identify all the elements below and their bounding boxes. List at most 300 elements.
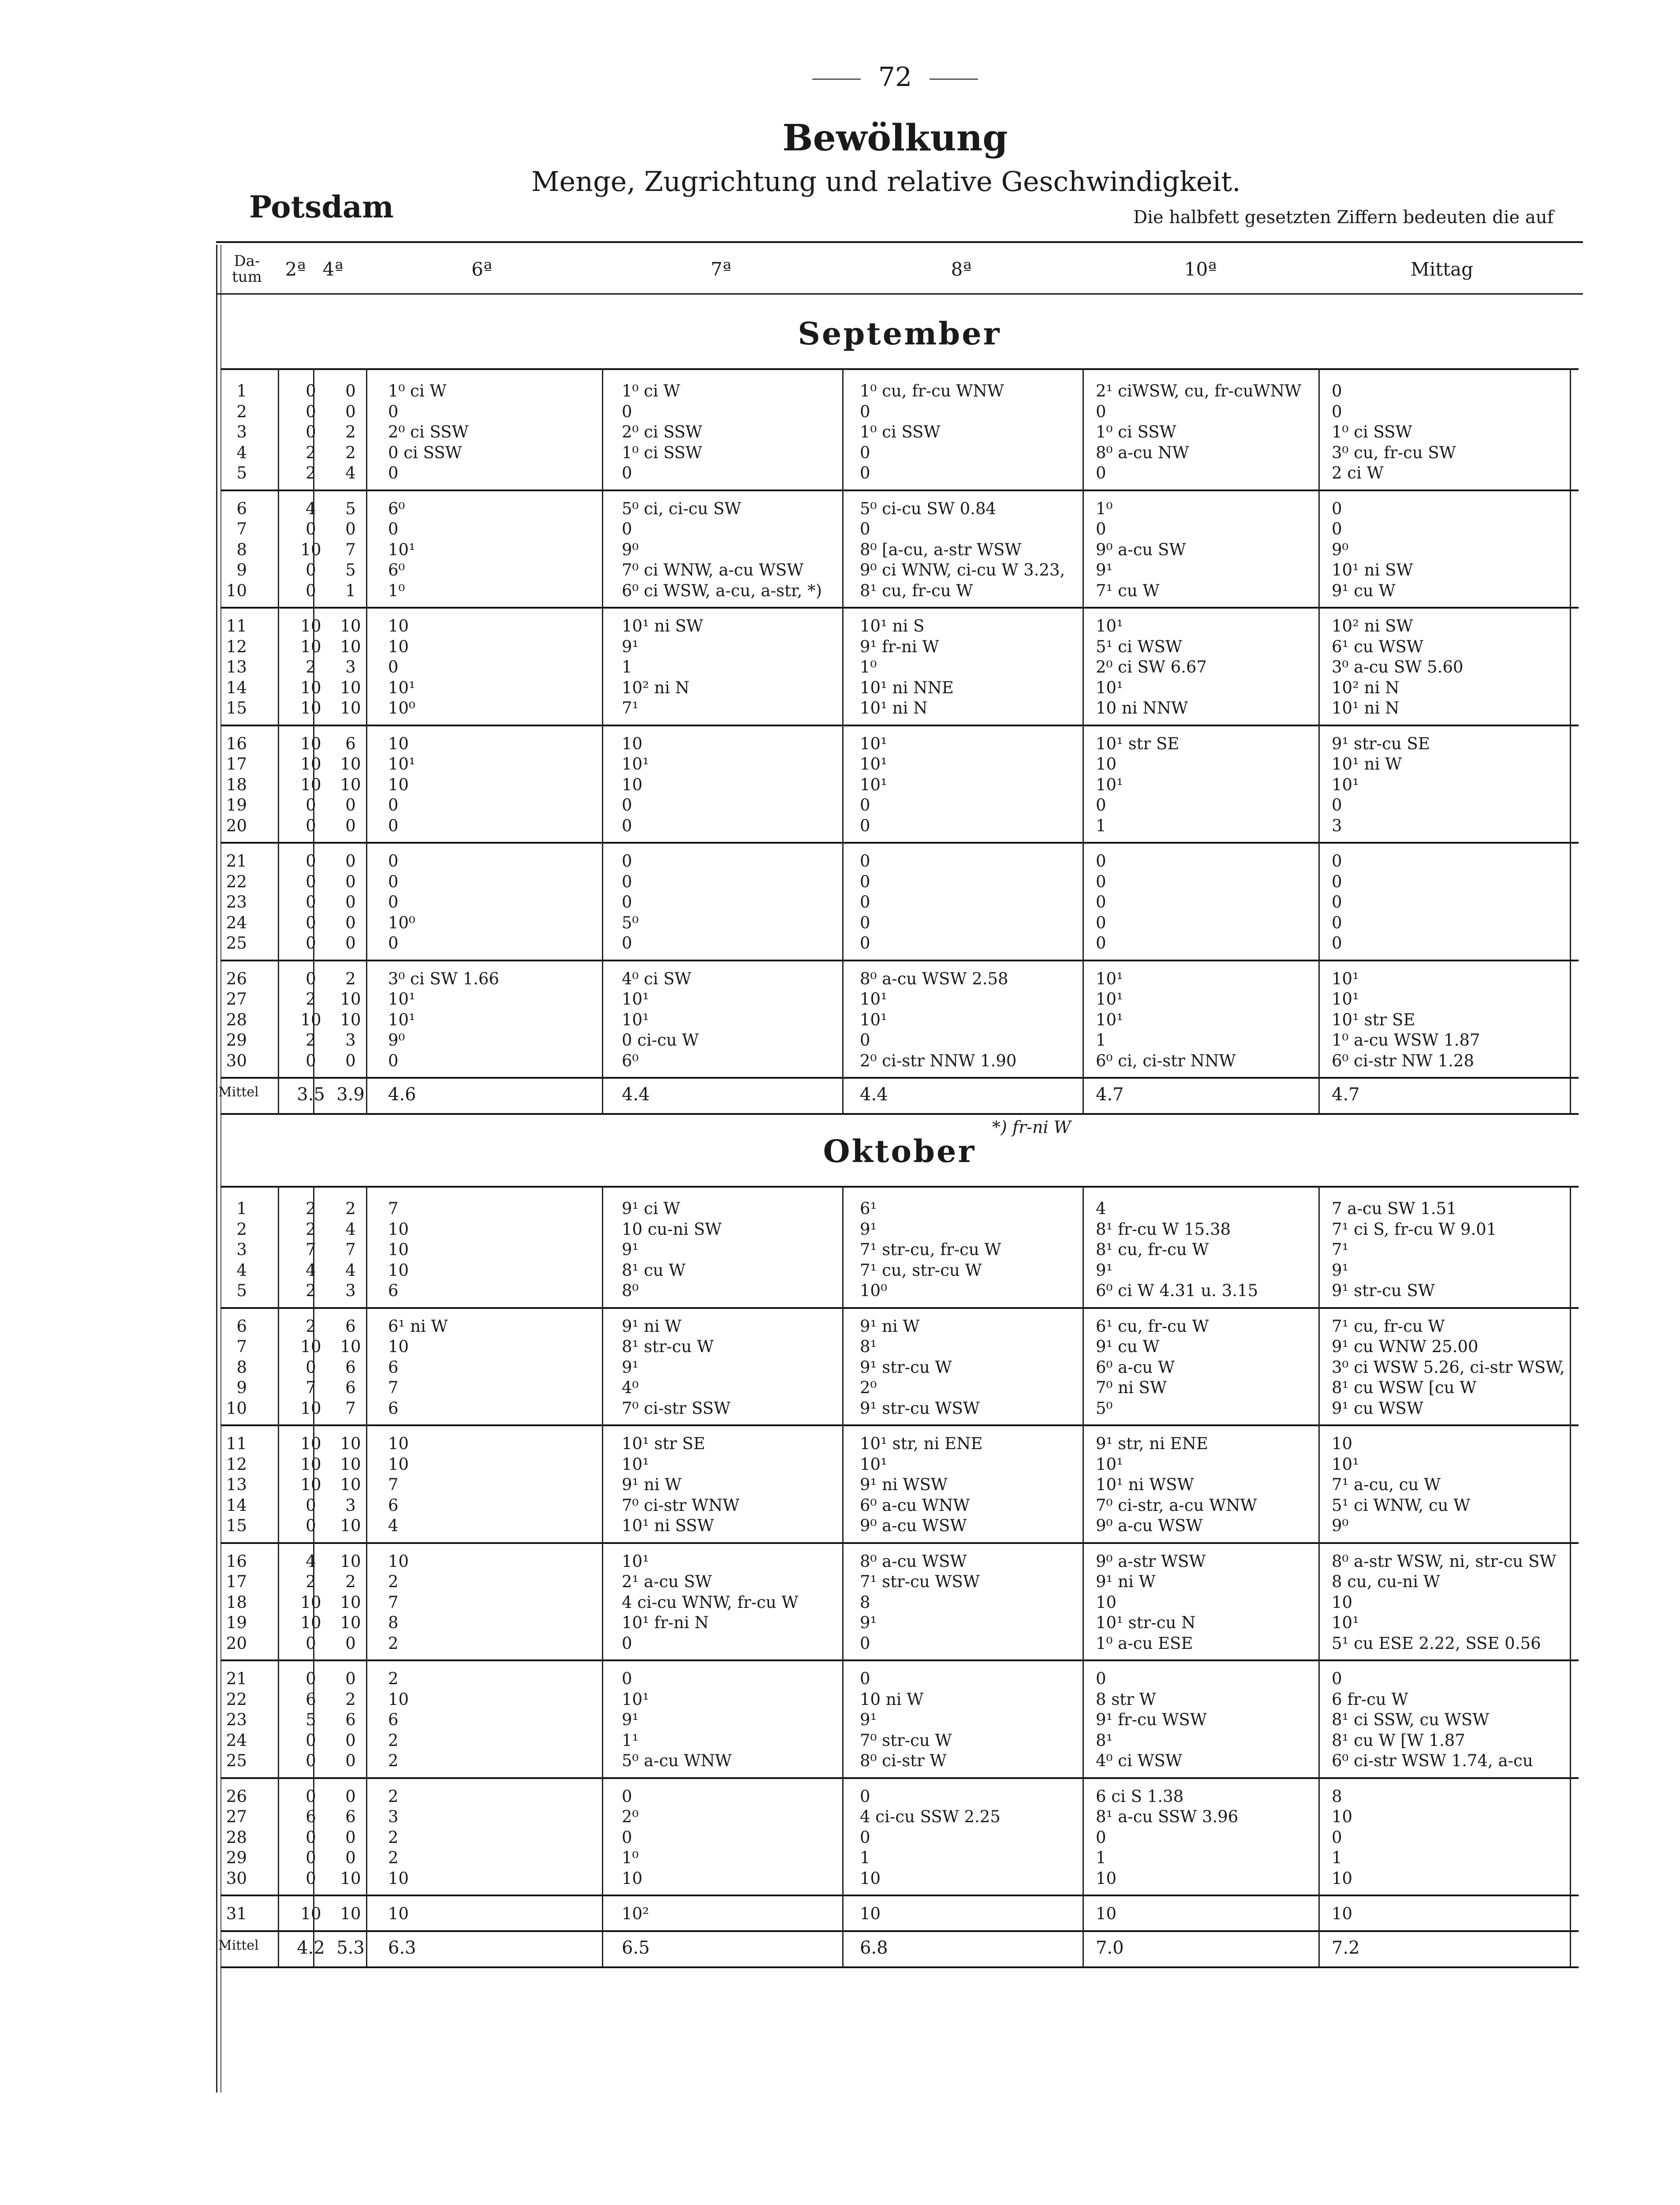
cell-10a: 9¹ fr-cu WSW — [1096, 1710, 1207, 1729]
table-row — [216, 990, 1583, 1010]
cell-7a: 10¹ — [622, 990, 649, 1009]
cell-7a: 9¹ — [622, 637, 639, 656]
cell-8a: 10 — [860, 1869, 881, 1888]
table-row — [216, 1904, 1583, 1925]
cell-10a: 10 — [1096, 1592, 1117, 1612]
cell-4a: 0 — [345, 893, 356, 912]
table-row — [216, 1690, 1583, 1710]
cell-4a: 5.3 — [336, 1937, 365, 1958]
cell-7a: 4⁰ — [622, 1378, 639, 1397]
cell-8a: 8⁰ [a-cu, a-str WSW — [860, 540, 1022, 559]
cell-2a: 4 — [306, 1260, 316, 1280]
cell-10a: 10¹ — [1096, 1454, 1123, 1474]
cell-datum: 5 — [236, 463, 247, 482]
cell-2a: 0 — [306, 1751, 316, 1770]
cell-6a: 10 — [388, 1240, 409, 1259]
cell-4a: 3.9 — [336, 1084, 365, 1105]
cell-mittag: 0 — [1332, 913, 1342, 932]
cell-10a: 10¹ ni WSW — [1096, 1475, 1194, 1494]
cell-10a: 10 — [1096, 1904, 1117, 1923]
cell-8a: 9¹ str-cu W — [860, 1357, 952, 1377]
cell-2a: 2 — [306, 990, 316, 1009]
cell-datum: 1 — [236, 1199, 247, 1218]
cell-4a: 7 — [345, 540, 356, 559]
cell-7a: 10¹ — [622, 1689, 649, 1709]
cell-2a: 10 — [300, 755, 321, 774]
cell-10a: 4.7 — [1096, 1084, 1124, 1105]
cell-2a: 10 — [300, 1454, 321, 1474]
cell-4a: 0 — [345, 1786, 356, 1806]
cell-8a: 10¹ ni S — [860, 617, 925, 635]
cell-datum: 18 — [226, 1592, 247, 1612]
cell-6a: 7 — [388, 1199, 399, 1218]
cell-mittag: 7¹ cu, fr-cu W — [1332, 1316, 1445, 1336]
cell-8a: 0 — [860, 1031, 870, 1050]
cell-6a: 10⁰ — [388, 913, 415, 932]
cell-7a: 10² — [622, 1904, 649, 1923]
cell-7a: 1 — [622, 658, 632, 676]
cell-2a: 2 — [306, 1031, 316, 1050]
cell-10a: 10¹ str-cu N — [1096, 1613, 1196, 1632]
table-row — [216, 1337, 1583, 1357]
cell-4a: 10 — [340, 1516, 361, 1535]
cell-8a: 0 — [860, 913, 870, 932]
cell-4a: 5 — [345, 499, 356, 518]
cell-6a: 10 — [388, 1869, 409, 1888]
cell-mittag: 10¹ ni SW — [1332, 561, 1413, 579]
station-name: Potsdam — [249, 190, 394, 225]
cell-datum: 6 — [236, 499, 247, 518]
cell-2a: 10 — [300, 1398, 321, 1418]
cell-7a: 9¹ — [622, 1357, 639, 1377]
cell-8a: 10¹ — [860, 1010, 887, 1029]
cell-mittag: 9¹ cu W — [1332, 581, 1396, 600]
cell-6a: 1⁰ — [388, 581, 405, 600]
cell-mittag: 7.2 — [1332, 1937, 1360, 1958]
cell-2a: 5 — [306, 1710, 316, 1729]
column-rule — [1570, 1186, 1571, 1966]
cell-8a: 2⁰ — [860, 1378, 877, 1397]
cell-7a: 10¹ — [622, 1454, 649, 1474]
cell-6a: 10 — [388, 617, 409, 635]
month-heading-september: September — [798, 315, 1001, 352]
cell-6a: 0 — [388, 1051, 399, 1070]
cell-8a: 0 — [860, 1786, 870, 1806]
cell-4a: 2 — [345, 969, 356, 988]
cell-mittag: 10 — [1332, 1869, 1353, 1888]
cell-7a: 9¹ — [622, 1240, 639, 1259]
cell-datum: 5 — [236, 1281, 247, 1300]
cell-4a: 6 — [345, 1378, 356, 1397]
cell-10a: 0 — [1096, 913, 1106, 932]
table-row — [216, 658, 1583, 678]
cell-6a: 4 — [388, 1516, 399, 1535]
table-row — [216, 699, 1583, 719]
cell-4a: 10 — [340, 699, 361, 718]
cell-datum: 14 — [226, 1495, 247, 1515]
cell-10a: 9¹ — [1096, 1260, 1113, 1280]
mittel-row — [216, 1084, 1583, 1105]
cell-10a: 0 — [1096, 402, 1106, 421]
cell-2a: 0 — [306, 1869, 316, 1888]
cell-mittag: 10¹ str SE — [1332, 1010, 1415, 1029]
table-row — [216, 775, 1583, 796]
cell-8a: 1⁰ — [860, 658, 877, 676]
cell-7a: 9¹ ni W — [622, 1316, 682, 1336]
cell-8a: 9⁰ ci WNW, ci-cu W 3.23, — [860, 561, 1065, 579]
cell-4a: 0 — [345, 1828, 356, 1847]
cell-10a: 10¹ — [1096, 990, 1123, 1009]
cell-7a: 5⁰ — [622, 913, 639, 932]
column-rule — [278, 368, 279, 1113]
cell-mittag: 9⁰ — [1332, 1516, 1349, 1535]
cell-4a: 6 — [345, 1710, 356, 1729]
cell-datum: 9 — [236, 1378, 247, 1397]
cell-mittag: 2 ci W — [1332, 463, 1384, 482]
group-separator — [220, 1307, 1579, 1309]
cell-7a: 0 — [622, 1633, 632, 1653]
cell-mittag: 7 a-cu SW 1.51 — [1332, 1199, 1457, 1218]
cell-4a: 10 — [340, 1904, 361, 1923]
cell-mittag: 10 — [1332, 1904, 1353, 1923]
cell-7a: 8¹ cu W — [622, 1260, 686, 1280]
cell-datum: 10 — [226, 581, 247, 600]
cell-7a: 4 ci-cu WNW, fr-cu W — [622, 1592, 799, 1612]
cell-datum: 24 — [226, 913, 247, 932]
cell-2a: 0 — [306, 422, 316, 441]
cell-8a: 9¹ str-cu WSW — [860, 1398, 980, 1418]
cell-6a: 0 — [388, 816, 399, 835]
cell-7a: 0 — [622, 1828, 632, 1847]
table-row — [216, 581, 1583, 602]
header-2a: 2ª — [285, 258, 306, 280]
cell-7a: 9¹ ni W — [622, 1475, 682, 1494]
group-separator — [220, 1113, 1579, 1115]
cell-8a: 0 — [860, 1633, 870, 1653]
cell-datum: 27 — [226, 990, 247, 1009]
cell-10a: 0 — [1096, 1828, 1106, 1847]
column-rule — [602, 368, 603, 1113]
table-row — [216, 617, 1583, 637]
cell-6a: 0 — [388, 463, 399, 482]
cell-6a: 10 — [388, 734, 409, 753]
cell-4a: 0 — [345, 1730, 356, 1750]
cell-mittag: 0 — [1332, 796, 1342, 815]
table-row — [216, 893, 1583, 913]
cell-10a: 10¹ str SE — [1096, 734, 1180, 753]
cell-datum: 28 — [226, 1828, 247, 1847]
cell-mittag: 8¹ cu W [W 1.87 — [1332, 1730, 1465, 1750]
cell-mittag: 0 — [1332, 893, 1342, 912]
cell-8a: 8⁰ ci-str W — [860, 1751, 947, 1770]
cell-datum: 29 — [226, 1031, 247, 1050]
column-rule — [313, 1186, 314, 1966]
cell-10a: 7¹ cu W — [1096, 581, 1160, 600]
page-number: 72 — [0, 62, 1680, 93]
column-rule — [366, 368, 367, 1113]
cell-8a: 9⁰ a-cu WSW — [860, 1516, 967, 1535]
cell-4a: 0 — [345, 796, 356, 815]
cell-8a: 10¹ — [860, 755, 887, 774]
table-row — [216, 1378, 1583, 1398]
cell-mittag: 10² ni SW — [1332, 617, 1413, 635]
column-rule — [1318, 1186, 1320, 1966]
table-header — [216, 245, 1583, 295]
cell-8a: 8 — [860, 1592, 870, 1612]
cell-7a: 2⁰ — [622, 1807, 639, 1826]
cell-2a: 0 — [306, 1357, 316, 1377]
cell-8a: 7¹ cu, str-cu W — [860, 1260, 982, 1280]
cell-7a: 5⁰ a-cu WNW — [622, 1751, 732, 1770]
cell-6a: 10¹ — [388, 540, 415, 559]
group-separator — [220, 1966, 1579, 1968]
cell-mittag: 9¹ — [1332, 1260, 1349, 1280]
table-row — [216, 1869, 1583, 1889]
cell-datum: 17 — [226, 1572, 247, 1591]
cell-10a: 9¹ — [1096, 561, 1113, 579]
cell-7a: 10 — [622, 775, 643, 794]
cell-4a: 2 — [345, 422, 356, 441]
cell-10a: 9¹ ni W — [1096, 1572, 1156, 1591]
cell-mittag: 10¹ — [1332, 1613, 1359, 1632]
cell-2a: 10 — [300, 1337, 321, 1356]
cell-6a: 10 — [388, 1260, 409, 1280]
cell-6a: 0 — [388, 893, 399, 912]
cell-4a: 5 — [345, 561, 356, 579]
cell-datum: 12 — [226, 637, 247, 656]
table-row — [216, 1613, 1583, 1633]
cell-4a: 4 — [345, 463, 356, 482]
cell-2a: 0 — [306, 1051, 316, 1070]
cell-datum: 9 — [236, 561, 247, 579]
cell-6a: 0 — [388, 796, 399, 815]
group-separator — [220, 1659, 1579, 1661]
cell-10a: 8 str W — [1096, 1689, 1156, 1709]
header-mittag: Mittag — [1410, 258, 1474, 280]
table-row — [216, 1593, 1583, 1613]
column-rule — [313, 368, 314, 1113]
cell-datum: 21 — [226, 852, 247, 871]
group-separator — [220, 1424, 1579, 1426]
cell-datum: 26 — [226, 1786, 247, 1806]
table-row — [216, 443, 1583, 463]
cell-7a: 0 — [622, 872, 632, 891]
cell-4a: 3 — [345, 1495, 356, 1515]
cell-6a: 10¹ — [388, 678, 415, 697]
cell-10a: 6⁰ ci, ci-str NNW — [1096, 1051, 1236, 1070]
cell-datum: 11 — [226, 1434, 247, 1453]
column-rule — [842, 368, 844, 1113]
cell-mittag: 5¹ cu ESE 2.22, SSE 0.56 — [1332, 1633, 1541, 1653]
cell-datum: 30 — [226, 1051, 247, 1070]
cell-2a: 0 — [306, 381, 316, 400]
cell-7a: 6⁰ ci WSW, a-cu, a-str, *) — [622, 581, 822, 600]
cell-mittag: 10² ni N — [1332, 678, 1400, 697]
cell-datum: 27 — [226, 1807, 247, 1826]
table-row — [216, 1475, 1583, 1495]
column-rule — [1318, 368, 1320, 1113]
cell-8a: 9¹ ni W — [860, 1316, 920, 1336]
cell-mittag: 9¹ cu WNW 25.00 — [1332, 1337, 1478, 1356]
cell-7a: 0 — [622, 519, 632, 538]
cell-mittag: 0 — [1332, 499, 1342, 518]
cell-10a: 7⁰ ci-str, a-cu WNW — [1096, 1495, 1257, 1515]
cell-2a: 10 — [300, 1904, 321, 1923]
column-rule — [842, 1186, 844, 1966]
table-row — [216, 1807, 1583, 1828]
group-separator — [220, 1542, 1579, 1544]
cell-2a: 10 — [300, 699, 321, 718]
cell-2a: 2 — [306, 1572, 316, 1591]
cell-10a: 1 — [1096, 816, 1106, 835]
cell-6a: 3 — [388, 1807, 399, 1826]
cell-10a: 9¹ cu W — [1096, 1337, 1160, 1356]
cell-10a: 0 — [1096, 519, 1106, 538]
cell-mittag: 10¹ ni W — [1332, 755, 1402, 774]
cell-6a: 0 — [388, 402, 399, 421]
column-rule — [1083, 368, 1084, 1113]
cell-2a: 10 — [300, 775, 321, 794]
cell-mittag: 9¹ str-cu SE — [1332, 734, 1430, 753]
cell-4a: 0 — [345, 1751, 356, 1770]
cell-7a: 0 — [622, 893, 632, 912]
cell-2a: 0 — [306, 1633, 316, 1653]
cell-4a: 10 — [340, 755, 361, 774]
column-rule — [602, 1186, 603, 1966]
cell-datum: 13 — [226, 1475, 247, 1494]
cell-7a: 10¹ str SE — [622, 1434, 706, 1453]
table-row — [216, 561, 1583, 581]
cell-datum: 1 — [236, 381, 247, 400]
cell-10a: 1⁰ a-cu ESE — [1096, 1633, 1193, 1653]
cell-8a: 7¹ str-cu, fr-cu W — [860, 1240, 1001, 1259]
cell-4a: 0 — [345, 1633, 356, 1653]
cell-10a: 0 — [1096, 872, 1106, 891]
cell-7a: 0 — [622, 816, 632, 835]
table-row — [216, 852, 1583, 872]
cell-mittag: 3⁰ cu, fr-cu SW — [1332, 443, 1456, 462]
cell-2a: 0 — [306, 1495, 316, 1515]
cell-6a: 10⁰ — [388, 699, 415, 718]
cell-4a: 10 — [340, 678, 361, 697]
cell-6a: 7 — [388, 1378, 399, 1397]
header-10a: 10ª — [1184, 258, 1217, 280]
cell-mittag: 8¹ cu WSW [cu W — [1332, 1378, 1477, 1397]
cell-mittag: 7¹ — [1332, 1240, 1349, 1259]
cell-datum: 13 — [226, 658, 247, 676]
cell-6a: 7 — [388, 1592, 399, 1612]
group-separator — [220, 1895, 1579, 1896]
cell-2a: 0 — [306, 519, 316, 538]
cell-4a: 0 — [345, 1848, 356, 1867]
cell-datum: 31 — [226, 1904, 247, 1923]
table-row — [216, 381, 1583, 402]
cell-6a: 1⁰ ci W — [388, 381, 447, 400]
cell-8a: 6¹ — [860, 1199, 877, 1218]
cell-10a: 9⁰ a-str WSW — [1096, 1551, 1206, 1571]
cell-datum: 17 — [226, 755, 247, 774]
cell-6a: 2⁰ ci SSW — [388, 422, 469, 441]
cell-mittag: 8 — [1332, 1786, 1342, 1806]
cell-8a: 10¹ ni NNE — [860, 678, 954, 697]
table-row — [216, 1031, 1583, 1051]
cell-4a: 6 — [345, 1316, 356, 1336]
cell-mittag: 0 — [1332, 519, 1342, 538]
cell-6a: 10 — [388, 637, 409, 656]
cell-7a: 7⁰ ci WNW, a-cu WSW — [622, 561, 804, 579]
cell-7a: 4.4 — [622, 1084, 650, 1105]
cell-2a: 10 — [300, 1434, 321, 1453]
cell-datum: 22 — [226, 872, 247, 891]
cell-2a: 0 — [306, 1828, 316, 1847]
cell-10a: 2¹ ciWSW, cu, fr-cuWNW — [1096, 381, 1302, 400]
table-row — [216, 755, 1583, 775]
cell-datum: 19 — [226, 796, 247, 815]
cell-4a: 0 — [345, 1669, 356, 1688]
cell-4a: 10 — [340, 775, 361, 794]
cell-10a: 8¹ cu, fr-cu W — [1096, 1240, 1209, 1259]
cell-datum: 7 — [236, 519, 247, 538]
cell-8a: 9¹ — [860, 1219, 877, 1239]
cell-6a: 10¹ — [388, 755, 415, 774]
cell-2a: 0 — [306, 561, 316, 579]
cell-mittag: 8 cu, cu-ni W — [1332, 1572, 1440, 1591]
cell-datum: 7 — [236, 1337, 247, 1356]
cell-datum: Mittel — [218, 1084, 259, 1100]
cell-2a: 0 — [306, 969, 316, 988]
cell-datum: 16 — [226, 1551, 247, 1571]
cell-8a: 10⁰ — [860, 1281, 887, 1300]
cell-4a: 7 — [345, 1240, 356, 1259]
cell-datum: 23 — [226, 1710, 247, 1729]
cell-8a: 6⁰ a-cu WNW — [860, 1495, 970, 1515]
cell-10a: 5⁰ — [1096, 1398, 1113, 1418]
cell-datum: 22 — [226, 1689, 247, 1709]
cell-mittag: 3 — [1332, 816, 1342, 835]
cell-10a: 9⁰ a-cu SW — [1096, 540, 1186, 559]
cell-2a: 2 — [306, 1281, 316, 1300]
cell-datum: 26 — [226, 969, 247, 988]
cell-8a: 10¹ ni N — [860, 699, 928, 718]
group-separator — [220, 960, 1579, 961]
cell-8a: 10¹ — [860, 734, 887, 753]
mittel-row — [216, 1938, 1583, 1958]
cell-10a: 4⁰ ci WSW — [1096, 1751, 1182, 1770]
cell-6a: 7 — [388, 1475, 399, 1494]
cell-10a: 9⁰ a-cu WSW — [1096, 1516, 1203, 1535]
cell-4a: 3 — [345, 1281, 356, 1300]
cell-7a: 10¹ — [622, 755, 649, 774]
cell-2a: 0 — [306, 893, 316, 912]
cell-8a: 0 — [860, 852, 870, 871]
cell-6a: 2 — [388, 1751, 399, 1770]
table-row — [216, 1710, 1583, 1730]
table-row — [216, 540, 1583, 561]
cell-2a: 0 — [306, 1786, 316, 1806]
cell-6a: 10¹ — [388, 1010, 415, 1029]
cell-4a: 0 — [345, 913, 356, 932]
group-separator — [220, 842, 1579, 844]
group-separator — [220, 1186, 1579, 1188]
cell-2a: 0 — [306, 1516, 316, 1535]
cell-6a: 10 — [388, 1434, 409, 1453]
cell-2a: 10 — [300, 1613, 321, 1632]
cell-8a: 0 — [860, 463, 870, 482]
cell-2a: 10 — [300, 1475, 321, 1494]
cell-datum: 30 — [226, 1869, 247, 1888]
group-separator — [220, 725, 1579, 726]
cell-mittag: 0 — [1332, 1828, 1342, 1847]
